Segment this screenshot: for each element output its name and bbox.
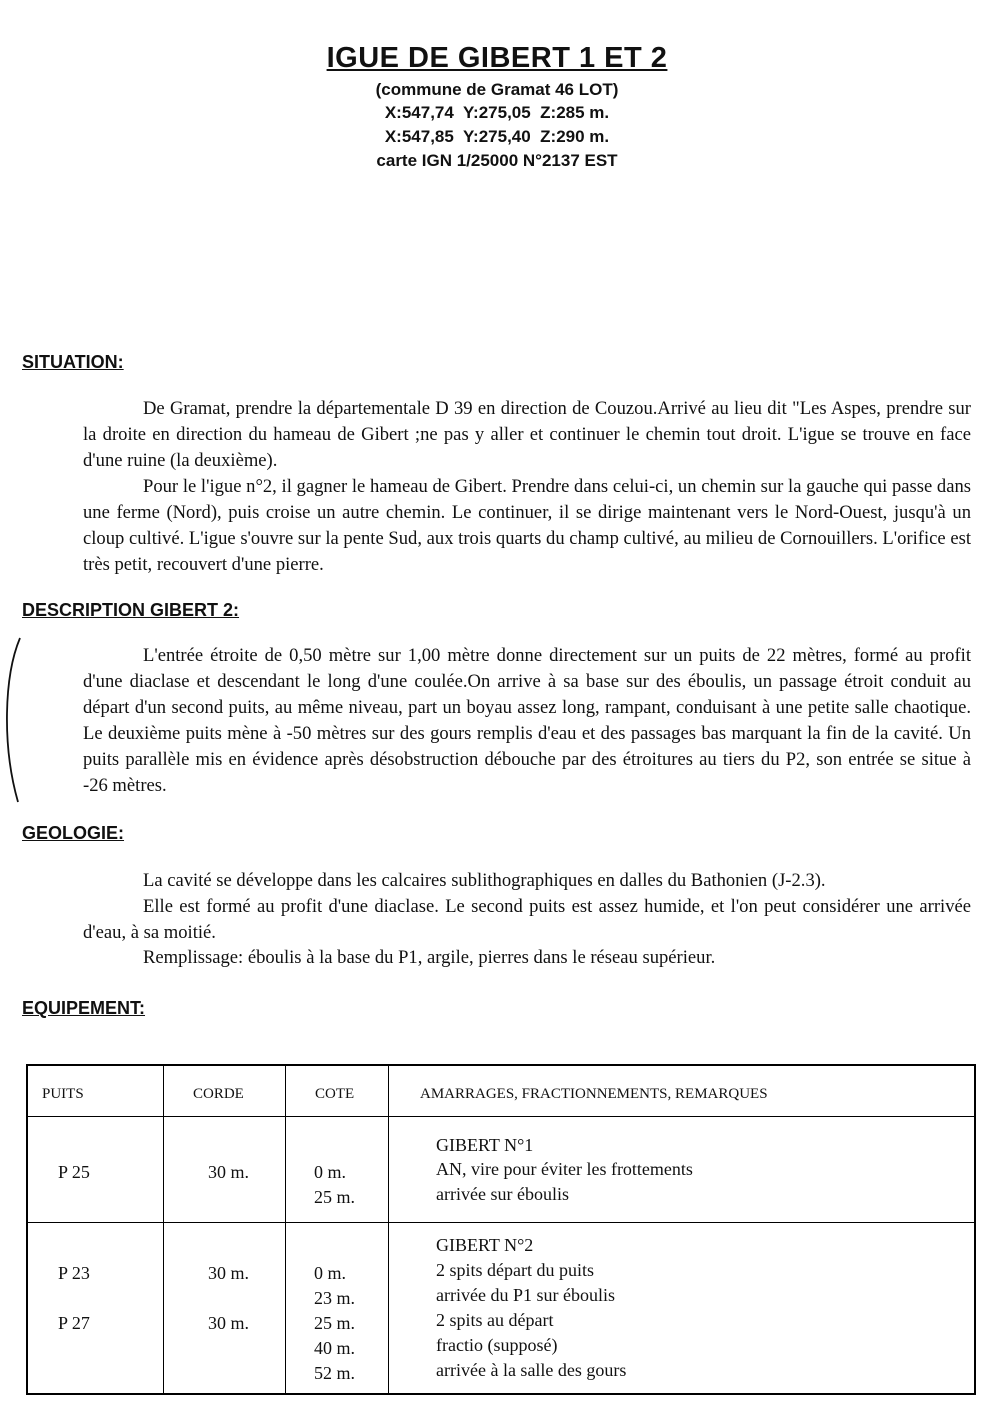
map-reference: carte IGN 1/25000 N°2137 EST [376,151,618,170]
cote-value: 0 m. [314,1162,347,1182]
table-cell-remarques [436,1157,693,1207]
coordinates-gibert-1: X:547,74 Y:275,05 Z:285 m. [384,103,610,122]
gibert-2-label: GIBERT N°2 [436,1235,534,1255]
situation-paragraph-2: Pour le l'igue n°2, il gagner le hameau de Gibert. Prendre dans celui-ci, un chemin sur la gauche qui passe dans une ferme (Nord), puis croise un autre chemin. Le continuer, il se dirige maintenant vers le Nord-Ouest, jusqu'à un cloup cultivé. L'igue s'ouvre sur la pente Sud, aux trois quarts du champ cultivé, au milieu de Cornouillers. L'orifice est très petit, recouvert d'une pierre. [83,476,971,575]
gibert-1-label: GIBERT N°1 [436,1135,534,1155]
situation-heading: SITUATION: [22,352,124,372]
remark-text: fractio (supposé) [436,1335,558,1355]
remark-text: AN, vire pour éviter les frottements [436,1159,693,1179]
margin-bracket-mark [2,636,26,806]
geologie-heading: GEOLOGIE: [22,823,125,843]
table-cell-corde: 30 m. [208,1263,250,1283]
geologie-paragraph-1: La cavité se développe dans les calcaires sublithographiques en dalles du Bathonien (J-2.3). [143,870,826,891]
equipement-heading: EQUIPEMENT: [22,998,146,1018]
table-row-divider [28,1116,974,1117]
column-header-corde: CORDE [193,1086,244,1102]
geologie-paragraph-2: Elle est formé au profit d'une diaclase. Le second puits est assez humide, et l'on peut considérer une arrivée d'eau, à sa moitié. [83,896,971,943]
table-cell-cote [314,1160,355,1210]
column-header-remarques: AMARRAGES, FRACTIONNEMENTS, REMARQUES [420,1086,768,1102]
remark-text: 2 spits au départ [436,1310,554,1330]
remark-text: arrivée à la salle des gours [436,1360,627,1380]
cote-value: 23 m. [314,1288,356,1308]
table-cell-corde: 30 m. [208,1162,250,1182]
cote-value: 25 m. [314,1187,356,1207]
equipment-table [26,1064,976,1395]
commune-subtitle: (commune de Gramat 46 LOT) [375,80,619,99]
column-header-cote: COTE [315,1086,355,1102]
cote-value: 0 m. [314,1263,347,1283]
table-cell-corde: 30 m. [208,1313,250,1333]
table-cell-puits: P 25 [58,1162,90,1182]
remark-text: arrivée sur éboulis [436,1184,569,1204]
table-cell-cote [314,1261,355,1386]
table-cell-puits: P 27 [58,1313,90,1333]
table-cell-remarques [436,1258,626,1383]
geologie-paragraph-3: Remplissage: éboulis à la base du P1, argile, pierres dans le réseau supérieur. [143,947,716,968]
column-header-puits: PUITS [42,1086,84,1102]
document-title: IGUE DE GIBERT 1 ET 2 [326,42,668,74]
coordinates-gibert-2: X:547,85 Y:275,40 Z:290 m. [384,127,610,146]
cote-value: 52 m. [314,1363,356,1383]
description-paragraph: L'entrée étroite de 0,50 mètre sur 1,00 mètre donne directement sur un puits de 22 mètres, formé au profit d'une diaclase et descendant le long d'une coulée.On arrive à sa base sur des éboulis, un passage étroit conduit au départ d'un second puits, au même niveau, part un boyau assez long, rampant, conduisant à une petite salle chaotique. Le deuxième puits mène à -50 mètres sur des gours remplis d'eau et des passages bas marquant la fin de la cavité. Un puits parallèle mis en évidence après désobstruction débouche par des étroitures au tiers du P2, son entrée se situe à -26 mètres. [83,645,971,796]
situation-paragraph-1: De Gramat, prendre la départementale D 39 en direction de Couzou.Arrivé au lieu dit "Les Aspes, prendre sur la droite en direction du hameau de Gibert ;ne pas y aller et continuer le chemin tout droit. L'igue se trouve en face d'une ruine (la deuxième). [83,398,971,471]
table-row-divider [28,1222,974,1223]
remark-text: 2 spits départ du puits [436,1260,594,1280]
table-cell-puits: P 23 [58,1263,90,1283]
cote-value: 40 m. [314,1338,356,1358]
description-heading: DESCRIPTION GIBERT 2: [22,600,240,620]
remark-text: arrivée du P1 sur éboulis [436,1285,615,1305]
cote-value: 25 m. [314,1313,356,1333]
